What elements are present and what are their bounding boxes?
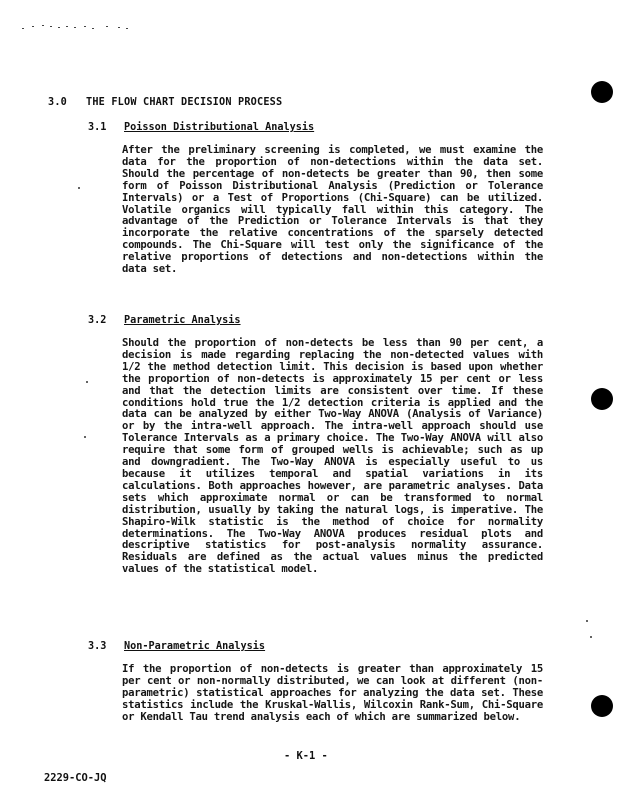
- paragraph-non-parametric-analysis: If the proportion of non-detects is greater than approximately 15 per cent or non-normally distributed, we can look at different (non-parametric) statistical approaches for analyzing the data set. These statistics include the Kruskal-Wallis, Wilcoxin Rank-Sum, Chi-Square or Kendall Tau trend analysis each of which are summarized below.: [122, 663, 543, 723]
- scan-speck: [84, 436, 86, 438]
- subsection-title: Parametric Analysis: [124, 315, 241, 326]
- scan-artifact: [22, 22, 132, 34]
- scan-speck: [78, 187, 80, 189]
- subsection-heading-3-1: [88, 122, 314, 133]
- document-code: 2229-CO-JQ: [44, 772, 107, 784]
- subsection-number: 3.3: [88, 641, 107, 652]
- subsection-number: 3.1: [88, 122, 107, 133]
- subsection-heading-3-3: [88, 641, 265, 652]
- paragraph-poisson-analysis: After the preliminary screening is completed, we must examine the data for the proportion of non-detections within the data set. Should the percentage of non-detects be greater than 90, then some form of Poisson Distributional Analysis (Prediction or Tolerance Intervals) or a Test of Proportions (Chi-Square) can be utilized. Volatile organics will typically fall within this category. The advantage of the Prediction or Tolerance Intervals is that they incorporate the relative concentrations of the sparsely detected compounds. The Chi-Square will test only the significance of the relative proportions of detections and non-detections within the data set.: [122, 144, 543, 276]
- subsection-title: Non-Parametric Analysis: [124, 641, 266, 652]
- binder-hole: [591, 695, 613, 717]
- scan-speck: [586, 620, 588, 622]
- binder-hole: [591, 81, 613, 103]
- scan-speck: [590, 636, 592, 638]
- section-title: THE FLOW CHART DECISION PROCESS: [86, 97, 283, 108]
- page-number: - K-1 -: [284, 750, 328, 762]
- scan-speck: [86, 381, 88, 383]
- section-heading: [48, 97, 368, 108]
- paragraph-parametric-analysis: Should the proportion of non-detects be less than 90 per cent, a decision is made regarding replacing the non-detected values with 1/2 the method detection limit. This decision is based upon whether the proportion of non-detects is approximately 15 per cent or less and that the detection limits are consistent over time. If these conditions hold true the 1/2 detection criteria is applied and the data can be analyzed by either Two-Way ANOVA (Analysis of Variance) or by the intra-well approach. The intra-well approach should use Tolerance Intervals as a primary choice. The Two-Way ANOVA will also require that some form of grouped wells is achievable; such as up and downgradient. The Two-Way ANOVA is especially useful to us because it utilizes temporal and spatial variations in its calculations. Both approaches however, are parametric analyses. Data sets which approximate normal or can be transformed to normal distribution, usually by taking the natural logs, is imperative. The Shapiro-Wilk statistic is the method of choice for normality determinations. The Two-Way ANOVA produces residual plots and descriptive statistics for post-analysis normality assurance. Residuals are defined as the actual values minus the predicted values of the statistical model.: [122, 337, 543, 576]
- section-number: 3.0: [48, 97, 68, 108]
- subsection-heading-3-2: [88, 315, 241, 326]
- binder-hole: [591, 388, 613, 410]
- subsection-title: Poisson Distributional Analysis: [124, 122, 315, 133]
- subsection-number: 3.2: [88, 315, 107, 326]
